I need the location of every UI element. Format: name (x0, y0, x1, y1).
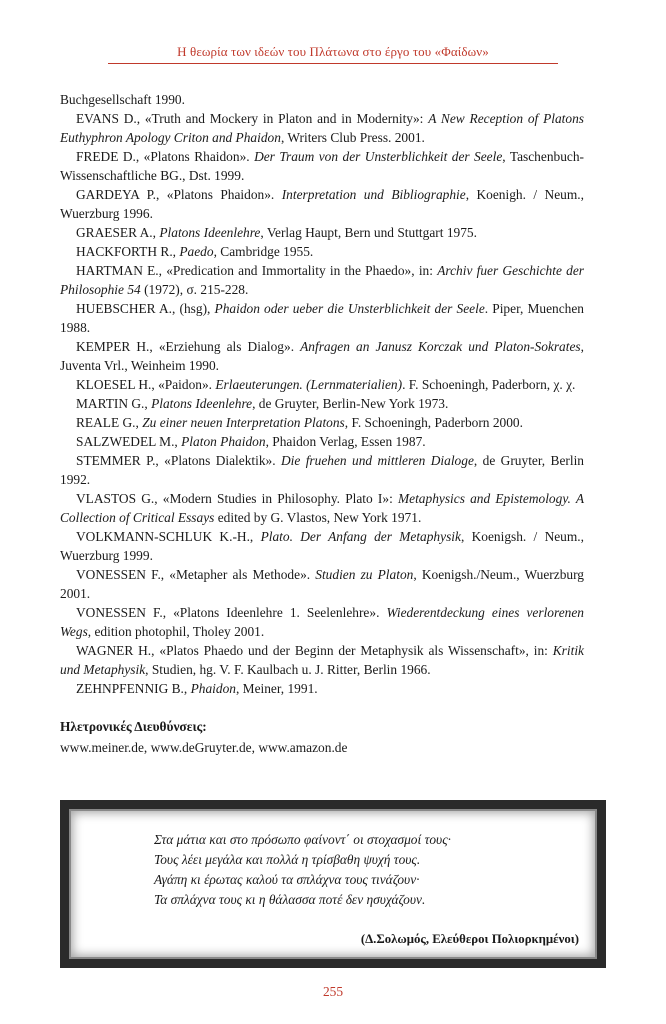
bibliography-entry (60, 261, 584, 299)
entry-title: Archiv fuer Geschichte der Philosophie 54 (60, 263, 584, 297)
entry-publication: , Meiner, 1991. (235, 681, 318, 696)
entry-author-part: FREDE D., «Platons Rhaidon». (76, 149, 255, 164)
bibliography-entry (60, 527, 584, 565)
bibliography-entry (60, 679, 584, 698)
entry-publication: (1972), σ. 215-228. (140, 282, 249, 297)
bibliography-entry (60, 375, 584, 394)
poem-attribution: (Δ.Σολωμός, Ελεύθεροι Πολιορκημένοι) (360, 932, 579, 946)
entry-author-part: ZEHNPFENNIG B., (76, 681, 191, 696)
poem-line: Τους λέει μεγάλα και πολλά η τρίσβαθη ψυχή τους. (154, 852, 421, 867)
entry-publication: , Cambridge 1955. (213, 244, 314, 259)
running-head: Η θεωρία των ιδεών του Πλάτωνα στο έργο του «Φαίδων» (177, 44, 489, 59)
entry-title: Zu einer neuen Interpretation Platons (142, 415, 345, 430)
entry-publication: , de Gruyter, Berlin-New York 1973. (252, 396, 449, 411)
entry-title: Platon Phaidon (181, 434, 266, 449)
bibliography-entry (60, 185, 584, 223)
entry-publication: , Studien, hg. V. F. Kaulbach u. J. Ritter, Berlin 1966. (145, 662, 431, 677)
entry-author-part: HUEBSCHER A., (hsg), (76, 301, 215, 316)
entry-author-part: HACKFORTH R., (76, 244, 180, 259)
bibliography-entry: Buchgesellschaft 1990. (60, 92, 185, 107)
header-rule (108, 63, 558, 64)
web-addresses: www.meiner.de, www.deGruyter.de, www.amazon.de (60, 740, 348, 755)
bibliography-entry (60, 641, 584, 679)
entry-title: Plato. Der Anfang der Metaphysik (260, 529, 461, 544)
entry-author-part: EVANS D., «Truth and Mockery in Platon and in Modernity»: (76, 111, 429, 126)
entry-author-part: GRAESER A., (76, 225, 160, 240)
entry-title: Die fruehen und mittleren Dialoge (280, 453, 474, 468)
entry-author-part: REALE G., (76, 415, 143, 430)
bibliography-entry (60, 451, 584, 489)
bibliography-entry (60, 337, 584, 375)
poem-line: Στα μάτια και στο πρόσωπο φαίνοντ΄ οι στοχασμοί τους· (154, 832, 451, 847)
bibliography-entry (60, 432, 584, 451)
entry-title: Erlaeuterungen. (Lernmaterialien) (215, 377, 403, 392)
bibliography-entry (60, 299, 584, 337)
entry-publication: edited by G. Vlastos, New York 1971. (214, 510, 422, 525)
entry-publication: . Piper, Muenchen 1988. (60, 301, 584, 335)
entry-publication: , de Gruyter, Berlin 1992. (60, 453, 584, 487)
poem-frame (60, 800, 606, 968)
entry-author-part: KEMPER H., «Erziehung als Dialog». (76, 339, 301, 354)
entry-author-part: VLASTOS G., «Modern Studies in Philosophy. Plato I»: (76, 491, 398, 506)
entry-author-part: MARTIN G., (76, 396, 152, 411)
bibliography-entry (60, 109, 584, 147)
entry-author-part: VOLKMANN-SCHLUK K.-H., (76, 529, 261, 544)
poem-line: Αγάπη κι έρωτας καλού τα σπλάχνα τους τινάζουν· (154, 872, 420, 887)
bibliography-entry (60, 413, 584, 432)
entry-author-part: STEMMER P., «Platons Dialektik». (76, 453, 281, 468)
entry-title: A New Reception of Platons Euthyphron Apology Criton and Phaidon (60, 111, 584, 145)
bibliography-entry (60, 603, 584, 641)
web-addresses-heading: Ηλετρονικές Διευθύνσεις: (60, 719, 207, 734)
entry-title: Kritik und Metaphysik (60, 643, 584, 677)
bibliography-entry (60, 242, 584, 261)
entry-publication: . F. Schoeningh, Paderborn, χ. χ. (402, 377, 576, 392)
bibliography-entry (60, 565, 584, 603)
entry-publication: , Koenigh. / Neum., Wuerzburg 1996. (60, 187, 584, 221)
entry-publication: , Koenigsh. / Neum., Wuerzburg 1999. (60, 529, 584, 563)
entry-publication: , Writers Club Press. 2001. (280, 130, 425, 145)
entry-author-part: GARDEYA P., «Platons Phaidon». (76, 187, 282, 202)
entry-author-part: KLOESEL H., «Paidon». (76, 377, 216, 392)
entry-author-part: VONESSEN F., «Metapher als Methode». (76, 567, 316, 582)
poem-line: Τα σπλάχνα τους κι η θάλασσα ποτέ δεν ησυχάζουν. (154, 892, 426, 907)
entry-title: Paedo (179, 244, 214, 259)
entry-author-part: WAGNER H., «Platos Phaedo und der Beginn der Metaphysik als Wissenschaft», in: (76, 643, 553, 658)
entry-publication: , Juventa Vrl., Weinheim 1990. (60, 339, 584, 373)
page-number: 255 (322, 984, 344, 999)
entry-title: Interpretation und Bibliographie (281, 187, 466, 202)
bibliography-entry (60, 489, 584, 527)
entry-publication: , Verlag Haupt, Bern und Stuttgart 1975. (260, 225, 477, 240)
entry-publication: , edition photophil, Tholey 2001. (87, 624, 265, 639)
entry-title: Wiederentdeckung eines verlorenen Wegs (60, 605, 584, 639)
poem (154, 830, 451, 910)
entry-publication: , Phaidon Verlag, Essen 1987. (265, 434, 426, 449)
entry-publication: , Taschenbuch-Wissenschaftliche BG., Dst. 1999. (60, 149, 584, 183)
entry-title: Studien zu Platon (315, 567, 414, 582)
entry-title: Platons Ideenlehre (151, 396, 253, 411)
entry-title: Platons Ideenlehre (159, 225, 261, 240)
entry-author-part: SALZWEDEL M., (76, 434, 182, 449)
entry-title: Phaidon (190, 681, 236, 696)
bibliography-entry (60, 223, 584, 242)
entry-title: Phaidon oder ueber die Unsterblichkeit der Seele (214, 301, 485, 316)
bibliography-entry (60, 147, 584, 185)
entry-title: Der Traum von der Unsterblichkeit der Seele (254, 149, 503, 164)
entry-title: Metaphysics and Epistemology. A Collection of Critical Essays (60, 491, 585, 525)
entry-publication: , F. Schoeningh, Paderborn 2000. (344, 415, 523, 430)
entry-title: Anfragen an Janusz Korczak und Platon-Sokrates (300, 339, 581, 354)
entry-publication: , Koenigsh./Neum., Wuerzburg 2001. (60, 567, 585, 601)
entry-author-part: VONESSEN F., «Platons Ideenlehre 1. Seelenlehre». (76, 605, 387, 620)
entry-author-part: HARTMAN E., «Predication and Immortality in the Phaedo», in: (76, 263, 438, 278)
bibliography-list (60, 90, 584, 698)
bibliography-entry (60, 394, 584, 413)
